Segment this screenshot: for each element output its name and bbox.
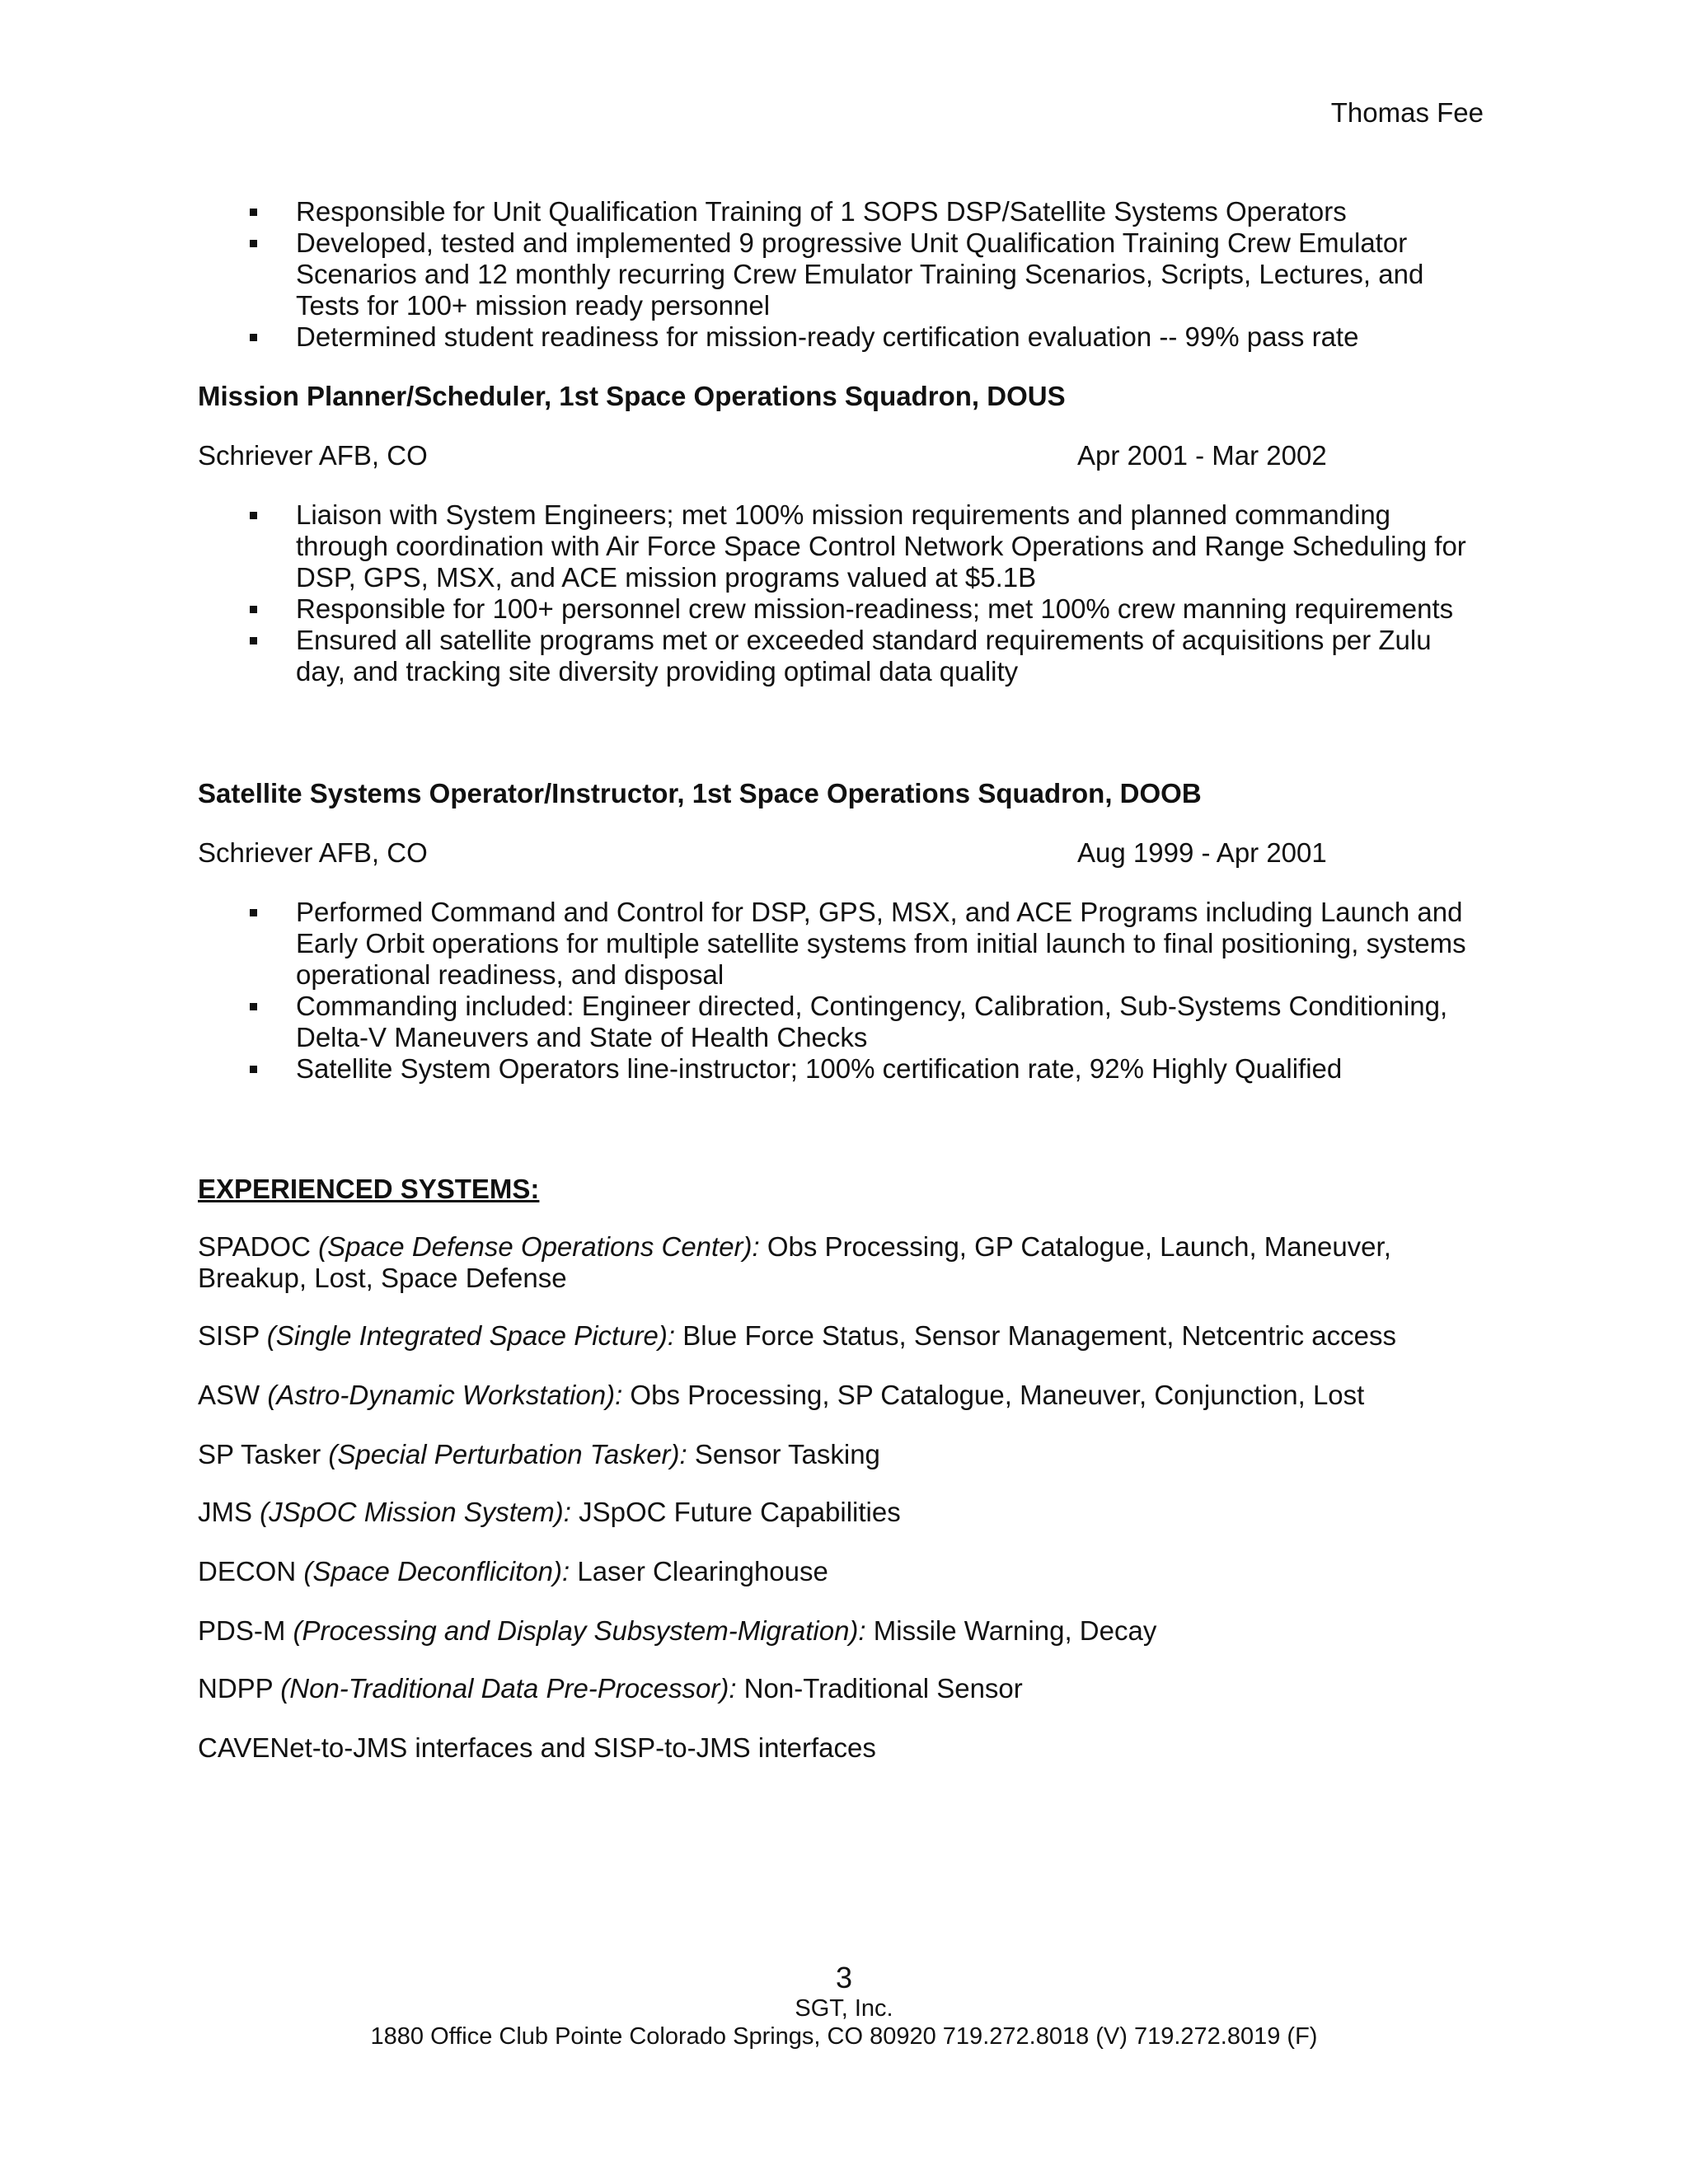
system-description: (JSpOC Mission System): (260, 1497, 571, 1527)
system-description: (Processing and Display Subsystem-Migration): (293, 1615, 866, 1646)
system-description: (Space Deconfliciton): (303, 1556, 570, 1586)
system-entry (198, 1556, 1484, 1587)
bullet-item: Satellite System Operators line-instructor; 100% certification rate, 92% Highly Qualified (296, 1053, 1484, 1085)
header-name: Thomas Fee (1330, 97, 1484, 128)
bullet-item: Responsible for 100+ personnel crew mission-readiness; met 100% crew manning requirements (296, 593, 1484, 625)
system-name: SP Tasker (198, 1439, 329, 1469)
bullet-item: Ensured all satellite programs met or exceeded standard requirements of acquisitions per Zulu day, and tracking site diversity providing optimal data quality (296, 625, 1484, 687)
system-name: CAVENet-to-JMS interfaces and SISP-to-JMS interfaces (198, 1732, 876, 1763)
bullet-item: Developed, tested and implemented 9 progressive Unit Qualification Training Crew Emulator Scenarios and 12 monthly recurring Crew Emulator Training Scenarios, Scripts, Lectures, and Tests for 100+ mission ready personnel (296, 227, 1484, 321)
system-detail: Missile Warning, Decay (865, 1615, 1157, 1646)
system-description: (Astro-Dynamic Workstation): (267, 1380, 623, 1410)
job-bullet-list (198, 897, 1484, 1085)
bullet-item: Performed Command and Control for DSP, GPS, MSX, and ACE Programs including Launch and Early Orbit operations for multiple satellite systems from initial launch to final positioning, systems operational readiness, and disposal (296, 897, 1484, 991)
system-description: (Non-Traditional Data Pre-Processor): (280, 1673, 737, 1704)
job-title: Mission Planner/Scheduler, 1st Space Operations Squadron, DOUS (198, 381, 1066, 411)
page-content (198, 196, 1484, 1764)
system-detail: Obs Processing, GP Catalogue, Launch, Maneuver, Breakup, Lost, Space Defense (198, 1231, 1391, 1293)
system-detail: Laser Clearinghouse (570, 1556, 828, 1586)
bullet-item: Responsible for Unit Qualification Training of 1 SOPS DSP/Satellite Systems Operators (296, 196, 1484, 227)
system-name: DECON (198, 1556, 304, 1586)
job-dates: Apr 2001 - Mar 2002 (1077, 440, 1327, 471)
system-description: (Space Defense Operations Center): (318, 1231, 760, 1262)
intro-bullet-list (198, 196, 1484, 353)
bullet-item: Commanding included: Engineer directed, Contingency, Calibration, Sub-Systems Conditioning, Delta-V Maneuvers and State of Health Checks (296, 991, 1484, 1053)
system-name: SISP (198, 1320, 267, 1351)
system-entry (198, 1497, 1484, 1528)
section-heading: EXPERIENCED SYSTEMS: (198, 1174, 540, 1204)
footer-address: 1880 Office Club Pointe Colorado Springs, CO 80920 719.272.8018 (V) 719.272.8019 (F) (370, 2023, 1318, 2050)
system-name: JMS (198, 1497, 260, 1527)
system-entry (198, 1732, 1484, 1764)
system-name: ASW (198, 1380, 268, 1410)
system-description: (Single Integrated Space Picture): (266, 1320, 676, 1351)
system-detail: Obs Processing, SP Catalogue, Maneuver, Conjunction, Lost (622, 1380, 1365, 1410)
job-location: Schriever AFB, CO (198, 837, 428, 868)
page-footer (0, 1961, 1688, 2050)
system-entry (198, 1380, 1484, 1411)
job-dates: Aug 1999 - Apr 2001 (1077, 837, 1327, 868)
job-title: Satellite Systems Operator/Instructor, 1st Space Operations Squadron, DOOB (198, 778, 1202, 808)
page-number: 3 (835, 1961, 853, 1994)
system-entry (198, 1673, 1484, 1704)
system-entry (198, 1320, 1484, 1352)
system-description: (Special Perturbation Tasker): (328, 1439, 687, 1469)
job-bullet-list (198, 499, 1484, 687)
bullet-item: Liaison with System Engineers; met 100% mission requirements and planned commanding through coordination with Air Force Space Control Network Operations and Range Scheduling for DSP, GPS, MSX, and ACE mission programs valued at $5.1B (296, 499, 1484, 593)
system-detail: Sensor Tasking (687, 1439, 880, 1469)
system-entry (198, 1439, 1484, 1470)
system-detail: Non-Traditional Sensor (736, 1673, 1023, 1704)
job-meta (198, 440, 1484, 471)
job-location: Schriever AFB, CO (198, 440, 428, 471)
system-name: SPADOC (198, 1231, 319, 1262)
system-name: PDS-M (198, 1615, 293, 1646)
system-entry (198, 1231, 1484, 1294)
system-entry (198, 1615, 1484, 1647)
system-name: NDPP (198, 1673, 281, 1704)
job-meta (198, 837, 1484, 869)
footer-company: SGT, Inc. (795, 1995, 893, 2022)
bullet-item: Determined student readiness for mission-ready certification evaluation -- 99% pass rate (296, 321, 1484, 353)
system-detail: Blue Force Status, Sensor Management, Netcentric access (675, 1320, 1396, 1351)
system-detail: JSpOC Future Capabilities (570, 1497, 901, 1527)
